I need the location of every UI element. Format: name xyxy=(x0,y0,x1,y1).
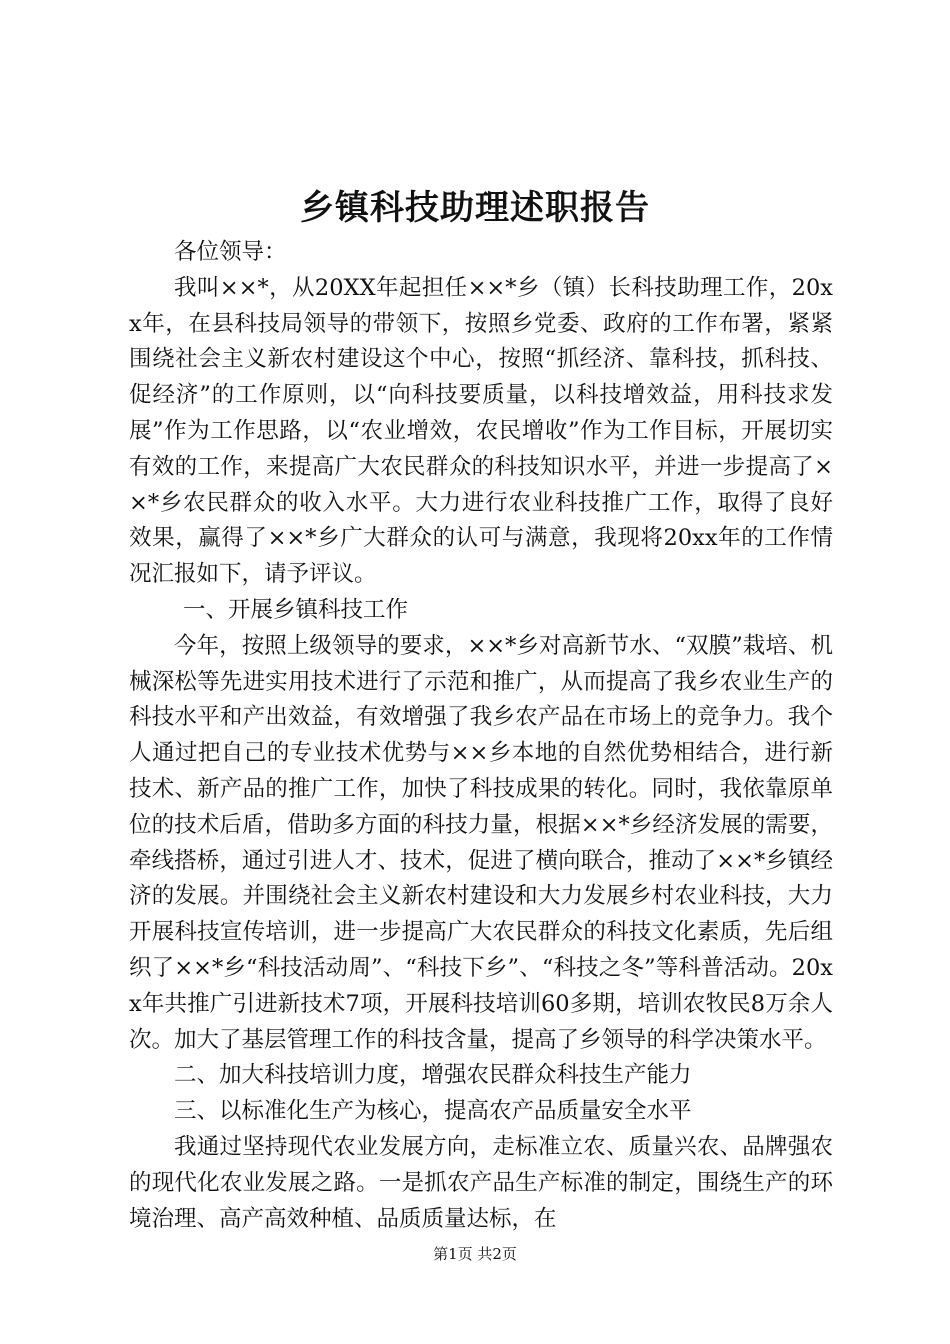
salutation: 各位领导： xyxy=(174,239,287,265)
page-number-footer: 第1页 共2页 xyxy=(433,1245,517,1263)
document-title: 乡镇科技助理述职报告 xyxy=(300,188,650,228)
section-heading-2: 二、加大科技培训力度，增强农民群众科技生产能力 xyxy=(174,1062,692,1089)
section-3-paragraph: 我通过坚持现代农业发展方向，走标准立农、质量兴农、品牌强农的现代化农业发展之路。一是抓农产品生产标准的制定，围绕生产的环境治理、高产高效种植、品质质量达标，在 xyxy=(129,1133,833,1232)
document-body xyxy=(129,235,833,1237)
section-heading-1: 一、开展乡镇科技工作 xyxy=(183,596,409,623)
section-heading-3: 三、以标准化生产为核心，提高农产品质量安全水平 xyxy=(174,1098,692,1125)
intro-paragraph: 我叫××*，从20XX年起担任××*乡（镇）长科技助理工作，20xx年，在县科技局领导的带领下，按照乡党委、政府的工作布署，紧紧围绕社会主义新农村建设这个中心，按照“抓经济、靠科技，抓科技、促经济”的工作原则，以“向科技要质量，以科技增效益，用科技求发展”作为工作思路，以“农业增效，农民增收”作为工作目标，开展切实有效的工作，来提高广大农民群众的科技知识水平，并进一步提高了××*乡农民群众的收入水平。大力进行农业科技推广工作，取得了良好效果，赢得了××*乡广大群众的认可与满意，我现将20xx年的工作情况汇报如下，请予评议。 xyxy=(129,274,833,588)
section-1-paragraph: 今年，按照上级领导的要求，××*乡对高新节水、“双膜”栽培、机械深松等先进实用技术进行了示范和推广，从而提高了我乡农业生产的科技水平和产出效益，有效增强了我乡农产品在市场上的竞争力。我个人通过把自己的专业技术优势与××乡本地的自然优势相结合，进行新技术、新产品的推广工作，加快了科技成果的转化。同时，我依靠原单位的技术后盾，借助多方面的科技力量，根据××*乡经济发展的需要，牵线搭桥，通过引进人才、技术，促进了横向联合，推动了××*乡镇经济的发展。并围绕社会主义新农村建设和大力发展乡村农业科技，大力开展科技宣传培训，进一步提高广大农民群众的科技文化素质，先后组织了××*乡“科技活动周”、“科技下乡”、“科技之冬”等科普活动。20xx年共推广引进新技术7项，开展科技培训60多期，培训农牧民8万余人次。加大了基层管理工作的科技含量，提高了乡领导的科学决策水平。 xyxy=(129,632,833,1053)
